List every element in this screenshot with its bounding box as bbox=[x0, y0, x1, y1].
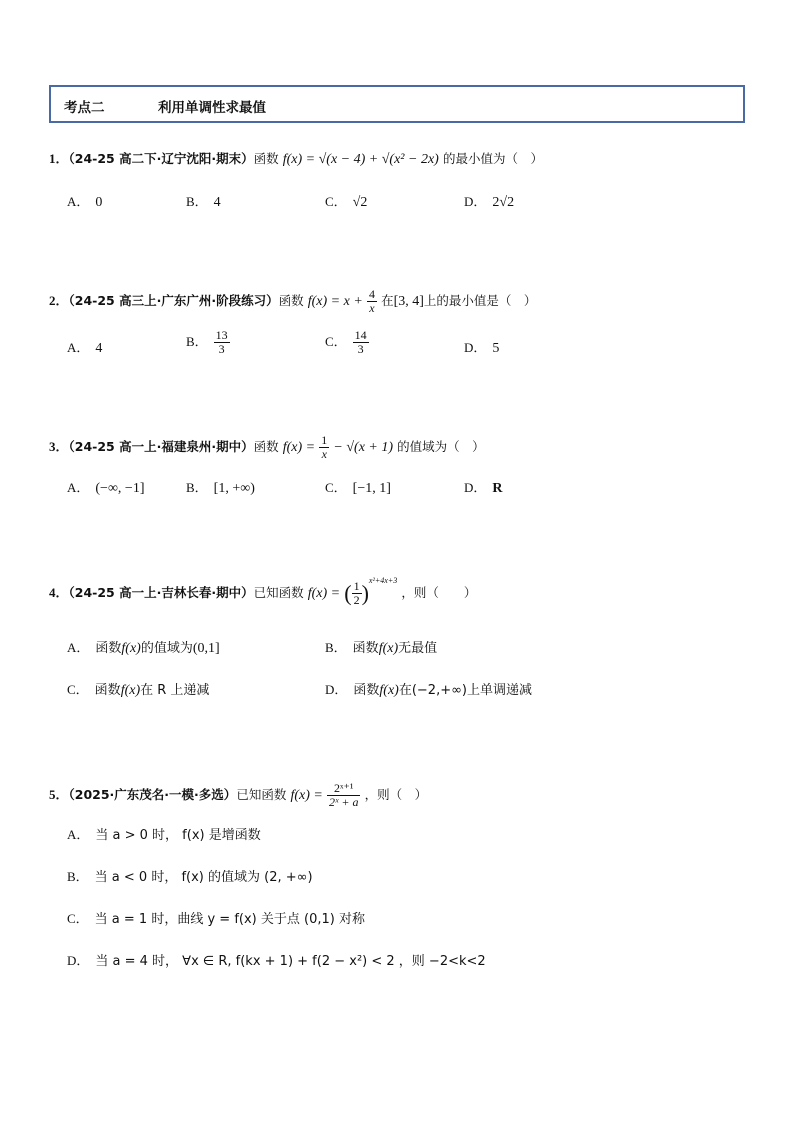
fraction: $\frac{4}{x}$ bbox=[368, 287, 375, 315]
function-expression: f(x) = √(x − 4) + √(x² − 2x) bbox=[282, 152, 439, 167]
question-text-suffix: ，则（ ） bbox=[364, 787, 428, 802]
option-a[interactable]: A． 4 bbox=[67, 340, 103, 356]
option-a[interactable]: A． 0 bbox=[67, 194, 103, 210]
question-1-stem bbox=[49, 148, 543, 168]
option-b[interactable]: B． [1, +∞) bbox=[186, 480, 255, 496]
question-source: （24-25 高一上·福建泉州·期中） bbox=[68, 439, 254, 454]
section-title: 考点二 bbox=[64, 100, 105, 116]
question-text: 函数 bbox=[278, 293, 304, 308]
question-text-suffix: 的值域为（ ） bbox=[397, 439, 485, 454]
question-text-suffix: ，则（ ） bbox=[401, 585, 477, 600]
question-number: 5． bbox=[49, 787, 69, 802]
option-a[interactable]: A． 函数f(x)的值域为(0,1] bbox=[67, 640, 220, 656]
exponent: x²+4x+3 bbox=[368, 576, 398, 585]
question-source: （24-25 高二下·辽宁沈阳·期末） bbox=[68, 151, 254, 166]
question-source: （24-25 高三上·广东广州·阶段练习） bbox=[68, 293, 279, 308]
option-a[interactable]: A． (−∞, −1] bbox=[67, 480, 145, 496]
function-expression: f(x) = bbox=[307, 586, 341, 601]
option-d[interactable]: D． 当 a = 4 时， ∀x ∈ R, f(kx + 1) + f(2 − x²) < 2 ，则 −2<k<2 bbox=[67, 953, 486, 969]
option-c[interactable]: C． $\frac{14}{3}$ bbox=[325, 328, 367, 356]
option-c[interactable]: C． 函数f(x)在 R 上递减 bbox=[67, 682, 210, 698]
option-d[interactable]: D． 函数f(x)在(−2,+∞)上单调递减 bbox=[325, 682, 533, 698]
question-3-stem: 3．（24-25 高一上·福建泉州·期中）函数 f(x) = $\frac{1}{x}$ − √(x + 1) 的值域为（ ） bbox=[49, 433, 485, 461]
option-b[interactable]: B． 4 bbox=[186, 194, 221, 210]
question-number: 2． bbox=[49, 293, 69, 308]
option-b[interactable]: B． 函数f(x)无最值 bbox=[325, 640, 438, 656]
option-c[interactable]: C． 当 a = 1 时，曲线 y = f(x) 关于点 (0,1) 对称 bbox=[67, 911, 365, 927]
question-text-suffix: 的最小值为（ ） bbox=[442, 151, 543, 166]
question-text: 已知函数 bbox=[253, 585, 304, 600]
interval: [3, 4] bbox=[393, 294, 424, 309]
option-d[interactable]: D． 5 bbox=[464, 340, 500, 356]
fraction: $\frac{1}{x}$ bbox=[321, 433, 328, 461]
option-c[interactable]: C． [−1, 1] bbox=[325, 480, 391, 496]
question-source: （24-25 高一上·吉林长春·期中） bbox=[68, 585, 254, 600]
function-expression: f(x) = bbox=[282, 440, 316, 455]
option-d[interactable]: D． R bbox=[464, 480, 503, 496]
question-4-stem: 4．（24-25 高一上·吉林长春·期中）已知函数 f(x) = ( $\frac{1}{2}$ )$^{x^2+4x+3}$ ，则（ ） bbox=[49, 576, 477, 607]
function-expression: f(x) = x + bbox=[307, 294, 363, 309]
fraction: $\frac{1}{2}$ bbox=[353, 579, 360, 607]
option-b[interactable]: B． 当 a < 0 时， f(x) 的值域为 (2, +∞) bbox=[67, 869, 313, 885]
question-5-stem bbox=[49, 782, 427, 809]
option-c[interactable]: C． √2 bbox=[325, 194, 368, 210]
option-a[interactable]: A． 当 a > 0 时， f(x) 是增函数 bbox=[67, 827, 261, 843]
question-number: 4． bbox=[49, 585, 69, 600]
option-b[interactable]: B． $\frac{13}{3}$ bbox=[186, 328, 228, 356]
question-number: 1． bbox=[49, 151, 69, 166]
question-text: 函数 bbox=[253, 151, 279, 166]
question-source: （2025·广东茂名·一模·多选） bbox=[68, 787, 237, 802]
question-2-stem: 2．（24-25 高三上·广东广州·阶段练习）函数 f(x) = x + $\frac{4}{x}$ 在[3, 4]上的最小值是（ ） bbox=[49, 287, 537, 315]
section-header-box bbox=[49, 85, 745, 123]
question-text: 函数 bbox=[253, 439, 279, 454]
question-number: 3． bbox=[49, 439, 69, 454]
question-text-suffix: 上的最小值是（ ） bbox=[423, 293, 537, 308]
question-text: 已知函数 bbox=[236, 787, 287, 802]
function-expression: f(x) = bbox=[290, 788, 323, 803]
fraction: $\frac{\text{2ˣ⁺¹}}{\text{2ˣ + a}}$ bbox=[328, 781, 359, 809]
option-d[interactable]: D． 2√2 bbox=[464, 194, 515, 210]
section-subtitle: 利用单调性求最值 bbox=[158, 100, 266, 116]
